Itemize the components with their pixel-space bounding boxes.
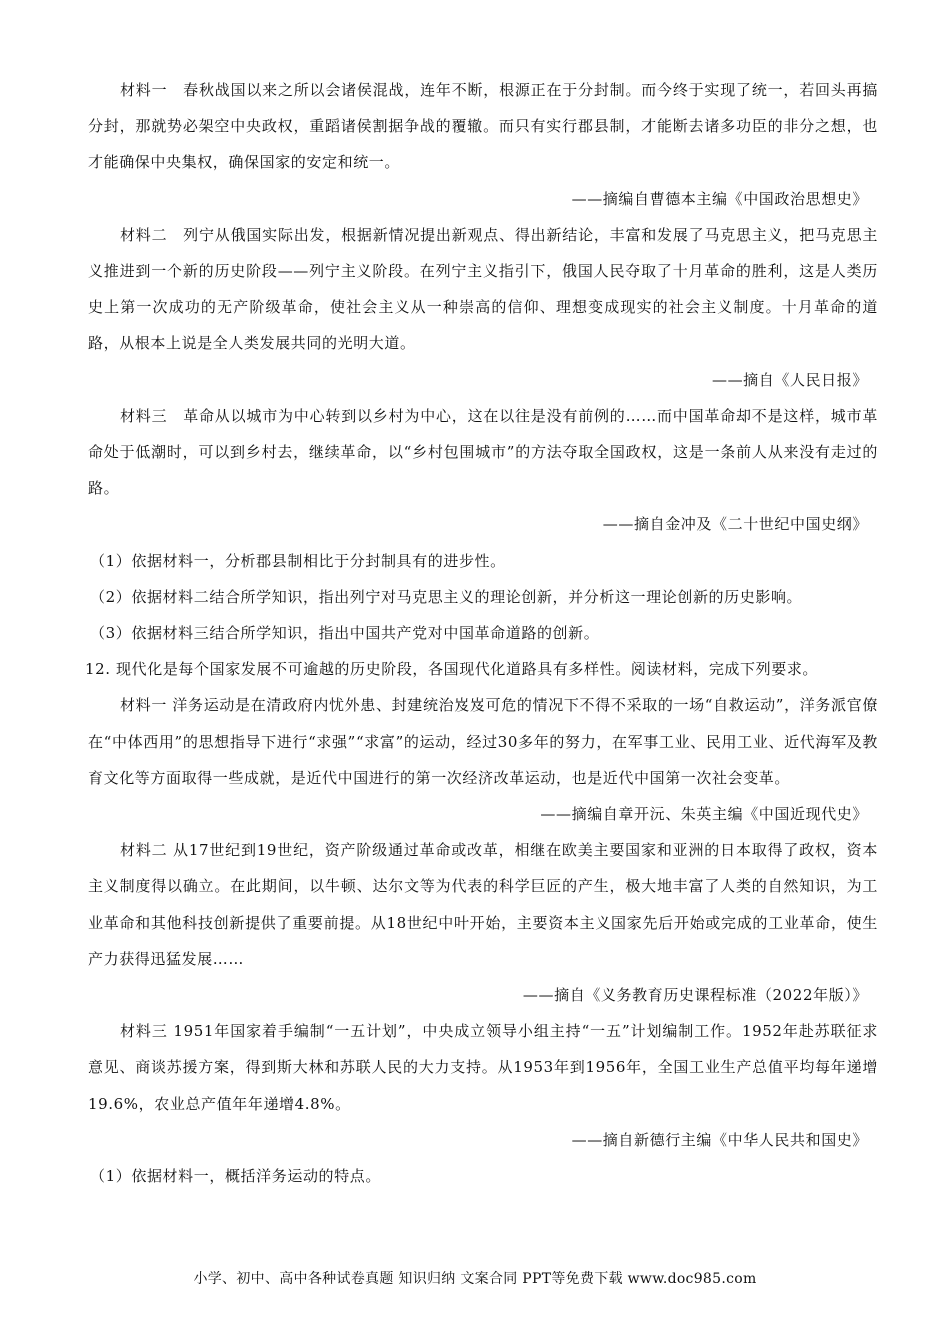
material-two-paragraph: 材料二 从17世纪到19世纪，资产阶级通过革命或改革，相继在欧美主要国家和亚洲的日本取得了政权，资本主义制度得以确立。在此期间，以牛顿、达尔文等为代表的科学巨匠的产生，极大地丰富了人类的自然知识，为工业革命和其他科技创新提供了重要前提。从18世纪中叶开始，主要资本主义国家先后开始或完成的工业革命，使生产力获得迅猛发展…… xyxy=(88,841,878,968)
question-1: （1）依据材料一，分析郡县制相比于分封制具有的进步性。 xyxy=(90,551,506,570)
source-citation: ——摘编自曹德本主编《中国政治思想史》 xyxy=(571,189,868,208)
material-one-paragraph: 材料一 春秋战国以来之所以会诸侯混战，连年不断，根源正在于分封制。而今终于实现了统一，若回头再搞分封，那就势必架空中央政权，重蹈诸侯割据争战的覆辙。而只有实行郡县制，才能断去诸多功臣的非分之想，也才能确保中央集权，确保国家的安定和统一。 xyxy=(88,81,878,172)
source-citation: ——摘自金冲及《二十世纪中国史纲》 xyxy=(602,515,868,534)
question-1: （1）依据材料一，概括洋务运动的特点。 xyxy=(90,1167,381,1186)
material-three-paragraph: 材料三 1951年国家着手编制“一五计划”，中央成立领导小组主持“一五”计划编制工作。1952年赴苏联征求意见、商谈苏援方案，得到斯大林和苏联人民的大力支持。从1953年到1956年，全国工业生产总值平均每年递增19.6%，农业总产值年年递增4.8%。 xyxy=(88,1022,878,1113)
source-citation: ——摘自《人民日报》 xyxy=(711,370,868,389)
question-3: （3）依据材料三结合所学知识，指出中国共产党对中国革命道路的创新。 xyxy=(90,624,600,643)
material-one-paragraph: 材料一 洋务运动是在清政府内忧外患、封建统治岌岌可危的情况下不得不采取的一场“自救运动”，洋务派官僚在“中体西用”的思想指导下进行“求强”“求富”的运动，经过30多年的努力，在军事工业、民用工业、近代海军及教育文化等方面取得一些成就，是近代中国进行的第一次经济改革运动，也是近代中国第一次社会变革。 xyxy=(88,696,878,787)
source-citation: ——摘自《义务教育历史课程标准（2022年版）》 xyxy=(522,986,868,1005)
question-2: （2）依据材料二结合所学知识，指出列宁对马克思主义的理论创新，并分析这一理论创新的历史影响。 xyxy=(90,587,803,606)
document-body xyxy=(85,72,878,1194)
page-footer: 小学、初中、高中各种试卷真题 知识归纳 文案合同 PPT等免费下载 www.doc985.com xyxy=(193,1271,757,1287)
material-three-paragraph: 材料三 革命从以城市为中心转到以乡村为中心，这在以往是没有前例的……而中国革命却不是这样，城市革命处于低潮时，可以到乡村去，继续革命，以“乡村包围城市”的方法夺取全国政权，这是一条前人从来没有走过的路。 xyxy=(88,406,878,498)
source-citation: ——摘自新德行主编《中华人民共和国史》 xyxy=(571,1130,868,1149)
source-citation: ——摘编自章开沅、朱英主编《中国近现代史》 xyxy=(540,805,868,824)
material-two-paragraph: 材料二 列宁从俄国实际出发，根据新情况提出新观点、得出新结论，丰富和发展了马克思主义，把马克思主义推进到一个新的历史阶段——列宁主义阶段。在列宁主义指引下，俄国人民夺取了十月革命的胜利，这是人类历史上第一次成功的无产阶级革命，使社会主义从一种崇高的信仰、理想变成现实的社会主义制度。十月革命的道路，从根本上说是全人类发展共同的光明大道。 xyxy=(88,225,878,353)
item-12-title: 12. 现代化是每个国家发展不可逾越的历史阶段，各国现代化道路具有多样性。阅读材料，完成下列要求。 xyxy=(85,660,819,679)
